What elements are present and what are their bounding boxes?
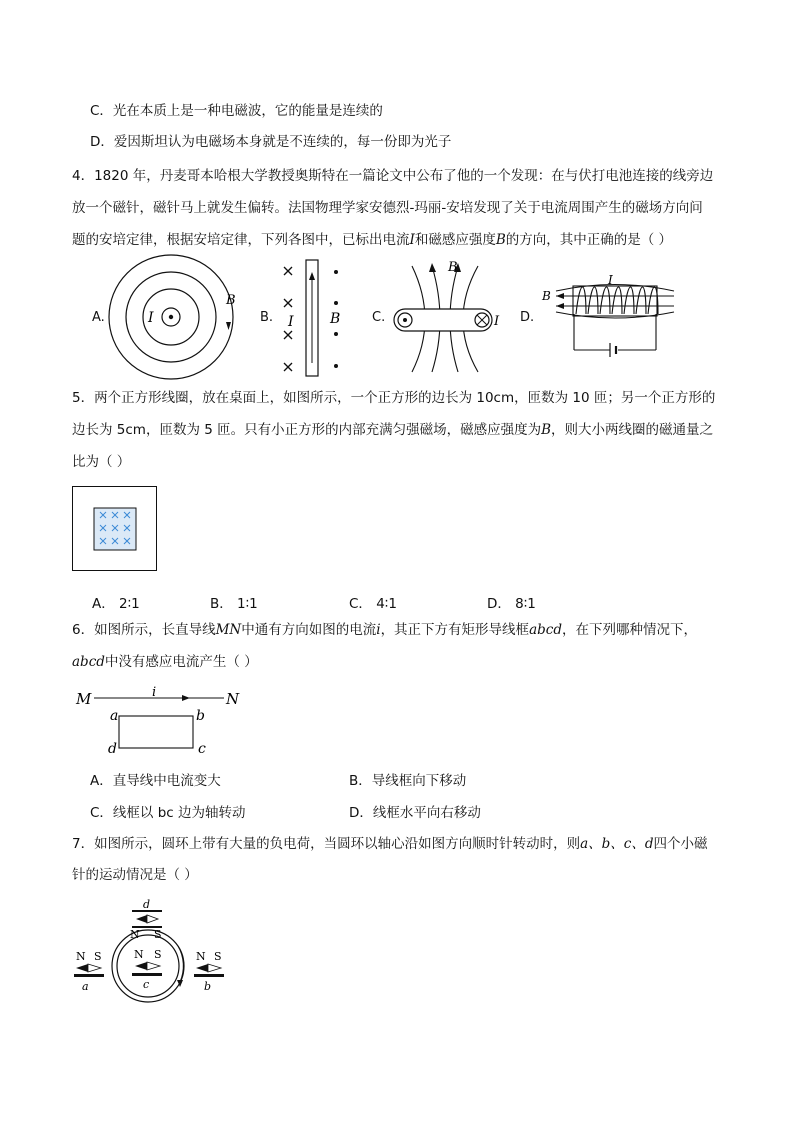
- q6-option-d: D．线框水平向右移动: [349, 805, 481, 821]
- fig-c-field-label: B: [448, 260, 458, 275]
- fig7-b-s: S: [214, 950, 222, 963]
- fig-c-current-label: I: [494, 314, 500, 329]
- q4-stem-line3: 题的安培定律，根据安培定律，下列各图中，已标出电流I和磁感应强度B的方向，其中正确的是（ ）: [72, 232, 673, 248]
- fig6-i: i: [152, 685, 157, 700]
- q5-option-c: C． 4∶1: [349, 596, 397, 612]
- q6-stem-line2: abcd中没有感应电流产生（ ）: [72, 654, 258, 670]
- q4-figure-d: [538, 270, 688, 360]
- q3-option-d: D．爱因斯坦认为电磁场本身就是不连续的，每一份即为光子: [90, 134, 452, 150]
- q6-option-a: A．直导线中电流变大: [90, 773, 221, 789]
- q4-figure-c: [390, 258, 510, 378]
- fig6-a: a: [110, 708, 119, 724]
- fig-a-field-label: B: [226, 293, 236, 308]
- fig-b-field-label: B: [330, 311, 341, 327]
- q6-stem-line1: 6．如图所示，长直导线MN中通有方向如图的电流i，其正下方有矩形导线框abcd，在下列哪种情况下，: [72, 622, 697, 638]
- fig-b-current-label: I: [288, 314, 294, 330]
- fig7-a-s: S: [94, 950, 102, 963]
- q4-stem-line1: 4．1820 年，丹麦哥本哈根大学教授奥斯特在一篇论文中公布了他的一个发现：在与伏打电池连接的线旁边: [72, 168, 714, 184]
- fig7-b-n: N: [196, 950, 206, 963]
- q7-stem-line2: 针的运动情况是（ ）: [72, 867, 198, 883]
- fig7-a-n: N: [76, 950, 86, 963]
- fig7-d-s: S: [154, 928, 162, 941]
- q4-label-a: A.: [92, 310, 105, 325]
- fig7-b: b: [204, 980, 212, 993]
- q5-stem-line2: 边长为 5cm，匝数为 5 匝。只有小正方形的内部充满匀强磁场，磁感应强度为B，则大小两线圈的磁通量之: [72, 422, 714, 438]
- fig7-d: d: [143, 898, 151, 911]
- fig7-a: a: [82, 980, 89, 993]
- q7-stem-line1: 7．如图所示，圆环上带有大量的负电荷，当圆环以轴心沿如图方向顺时针转动时，则a、b、c、d四个小磁: [72, 836, 708, 852]
- fig7-c: c: [143, 978, 150, 991]
- q5-stem-line1: 5．两个正方形线圈，放在桌面上，如图所示，一个正方形的边长为 10cm，匝数为 10 匝；另一个正方形的: [72, 390, 716, 406]
- q6-option-b: B．导线框向下移动: [349, 773, 467, 789]
- q5-option-d: D． 8∶1: [487, 596, 536, 612]
- fig7-c-n: N: [134, 948, 144, 961]
- fig6-n: N: [226, 690, 240, 708]
- fig6-m: M: [76, 690, 92, 708]
- fig-d-current-label: I: [608, 273, 613, 287]
- fig6-c: c: [198, 741, 206, 757]
- q6-figure: [74, 686, 254, 756]
- fig7-d-n: N: [130, 928, 140, 941]
- q5-stem-line3: 比为（ ）: [72, 454, 131, 470]
- q5-option-a: A． 2∶1: [92, 596, 140, 612]
- q4-label-d: D.: [520, 310, 535, 325]
- q5-option-b: B． 1∶1: [210, 596, 258, 612]
- q4-stem-line2: 放一个磁针，磁针马上就发生偏转。法国物理学家安德烈-玛丽-安培发现了关于电流周围产生的磁场方向问: [72, 200, 703, 216]
- fig-d-field-label: B: [542, 289, 551, 303]
- fig6-d: d: [108, 741, 117, 757]
- q4-figure-b: [280, 258, 370, 378]
- q4-label-c: C.: [372, 310, 386, 325]
- q4-figure-a: [108, 252, 238, 382]
- fig-a-current-label: I: [148, 310, 154, 326]
- fig7-c-s: S: [154, 948, 162, 961]
- q5-figure: [72, 486, 162, 576]
- q4-label-b: B.: [260, 310, 274, 325]
- q3-option-c: C．光在本质上是一种电磁波，它的能量是连续的: [90, 103, 383, 119]
- q6-option-c: C．线框以 bc 边为轴转动: [90, 805, 246, 821]
- fig6-b: b: [196, 708, 205, 724]
- q7-figure: [74, 896, 234, 996]
